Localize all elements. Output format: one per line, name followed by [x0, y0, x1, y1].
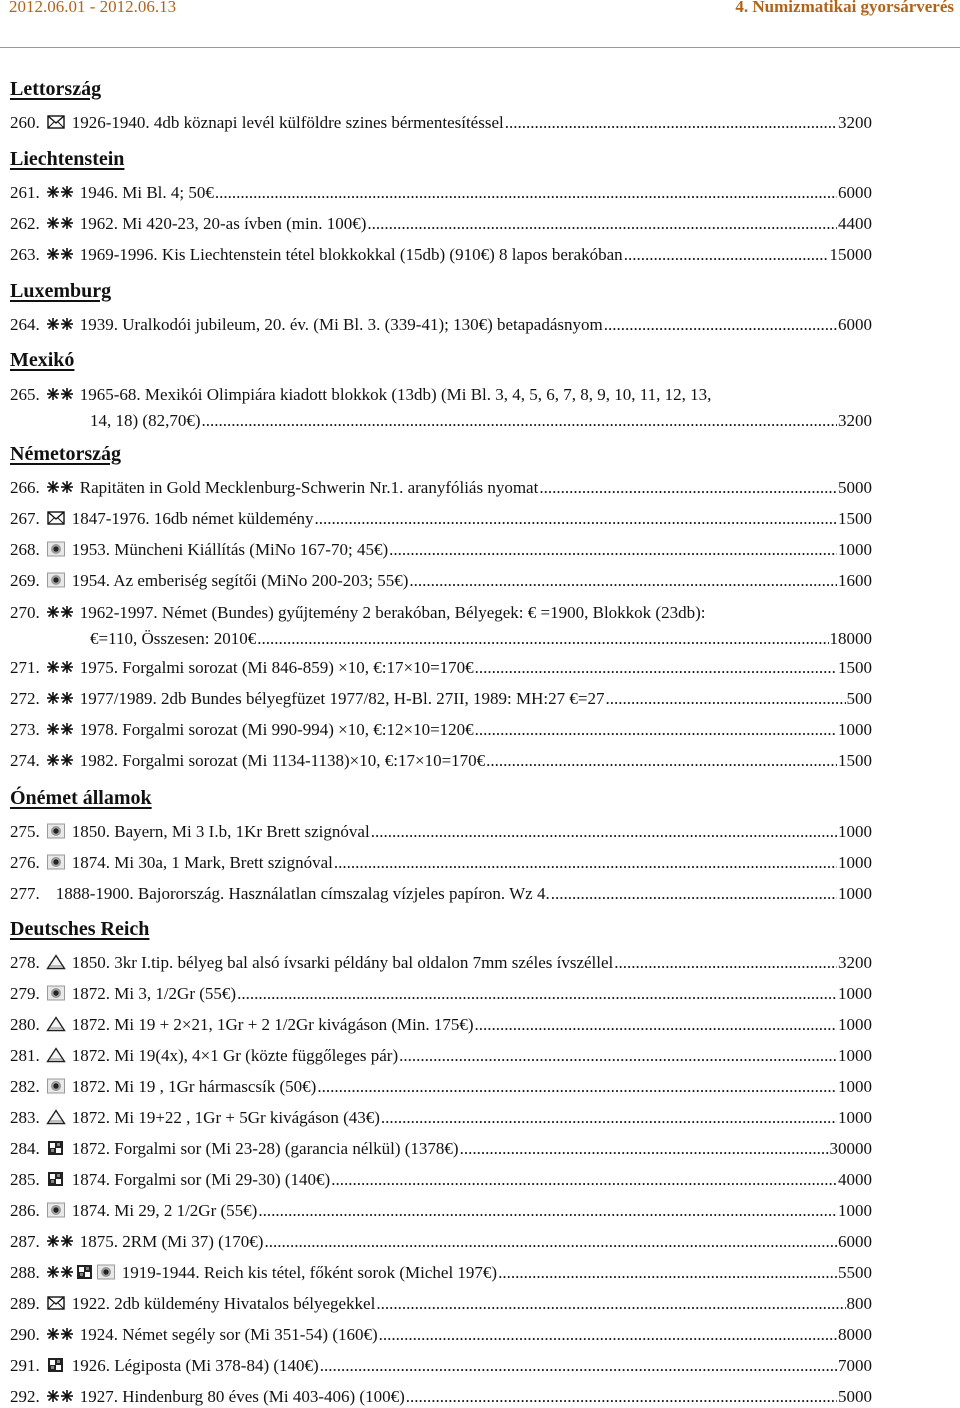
lot-number: 291.: [10, 1356, 40, 1375]
starting-price: 1000: [838, 853, 872, 872]
lot-number: 284.: [10, 1139, 40, 1158]
lot-description: 1926. Légiposta (Mi 378-84) (140€): [71, 1356, 319, 1375]
lot-number: 280.: [10, 1015, 40, 1034]
section-heading: Luxemburg: [10, 280, 112, 302]
lot-number: 263.: [10, 245, 40, 264]
starting-price: 1000: [838, 540, 872, 559]
starting-price: 1000: [838, 1201, 872, 1220]
starting-price: 3200: [838, 411, 872, 430]
lot-entry: [10, 476, 872, 499]
starting-price: 5000: [838, 478, 872, 497]
condition-icons: [46, 823, 66, 839]
lot-description: 1926-1940. 4db köznapi levél külföldre szines bérmentesítéssel: [71, 113, 504, 132]
mint-stamp-icon: [46, 752, 74, 768]
condition-icons: [46, 1140, 66, 1156]
condition-icons: [46, 1388, 74, 1404]
dot-leader: [331, 1168, 837, 1191]
mint-stamp-icon: [46, 1388, 74, 1404]
condition-icons: [46, 510, 66, 526]
lot-number: 290.: [10, 1325, 40, 1344]
lot-number: 260.: [10, 113, 40, 132]
mint-stamp-icon: [46, 246, 74, 262]
lot-entry: [10, 1168, 872, 1191]
lot-description: 1977/1989. 2db Bundes bélyegfüzet 1977/82, H-Bl. 27II, 1989: MH:27 €=27: [79, 689, 605, 708]
mint-stamp-icon: [46, 690, 74, 706]
dot-leader: [475, 656, 837, 679]
lot-entry: [10, 313, 872, 336]
lot-description: 1872. Mi 19 , 1Gr hármascsík (50€): [71, 1077, 317, 1096]
lot-description: 1850. 3kr I.tip. bélyeg bal alsó ívsarki példány bal oldalon 7mm széles ívszéllel: [71, 953, 614, 972]
auction-title: 4. Numizmatikai gyorsárverés: [735, 0, 954, 16]
starting-price: 1500: [838, 509, 872, 528]
hinged-stamp-icon: [46, 1109, 66, 1125]
lot-number: 271.: [10, 658, 40, 677]
lot-entry: [10, 600, 872, 652]
starting-price: 1000: [838, 822, 872, 841]
mixed-stamp-icon: [46, 1171, 66, 1187]
lot-entry: [10, 820, 872, 843]
lot-description: 1874. Mi 30a, 1 Mark, Brett szignóval: [71, 853, 333, 872]
starting-price: 800: [846, 1294, 872, 1313]
mint-stamp-icon: [46, 659, 74, 675]
condition-icons: [46, 854, 66, 870]
section-heading: Deutsches Reich: [10, 918, 150, 940]
dot-leader: [475, 1013, 837, 1036]
envelope-icon: [46, 510, 66, 526]
mint-stamp-icon: [46, 479, 74, 495]
dot-leader: [486, 749, 837, 772]
lot-entry: [10, 382, 872, 434]
mint-stamp-icon: [46, 215, 74, 231]
starting-price: 1600: [838, 571, 872, 590]
lot-description: 1939. Uralkodói jubileum, 20. év. (Mi Bl. 3. (339-41); 130€) betapadásnyom: [79, 315, 603, 334]
header-divider: [0, 47, 960, 48]
lot-entry: [10, 749, 872, 772]
condition-icons: [46, 752, 74, 768]
starting-price: 1000: [838, 1077, 872, 1096]
used-stamp-icon: [46, 1202, 66, 1218]
lot-description: Rapitäten in Gold Mecklenburg-Schwerin Nr.1. aranyfóliás nyomat: [79, 478, 539, 497]
lot-description: 1872. Mi 19+22 , 1Gr + 5Gr kivágáson (43€): [71, 1108, 380, 1127]
starting-price: 5500: [838, 1263, 872, 1282]
starting-price: 8000: [838, 1325, 872, 1344]
lot-description-continued: 14, 18) (82,70€): [90, 411, 201, 430]
starting-price: 4400: [838, 214, 872, 233]
condition-icons: [46, 246, 74, 262]
lot-number: 279.: [10, 984, 40, 1003]
lot-description: 1946. Mi Bl. 4; 50€: [79, 183, 214, 202]
lot-number: 282.: [10, 1077, 40, 1096]
lot-entry: [10, 1385, 872, 1408]
dot-leader: [475, 718, 837, 741]
mixed-stamp-icon: [75, 1264, 95, 1280]
mint-stamp-icon: [46, 1326, 74, 1342]
hinged-stamp-icon: [46, 954, 66, 970]
dot-leader: [460, 1137, 829, 1160]
mint-stamp-icon: [46, 1233, 74, 1249]
lot-description: 1953. Müncheni Kiállítás (MiNo 167-70; 45€): [71, 540, 389, 559]
condition-icons: [46, 1109, 66, 1125]
starting-price: 500: [846, 689, 872, 708]
condition-icons: [46, 215, 74, 231]
starting-price: 1500: [838, 658, 872, 677]
condition-icons: [46, 721, 74, 737]
lot-number: 266.: [10, 478, 40, 497]
dot-leader: [604, 313, 837, 336]
section-heading: Mexikó: [10, 349, 75, 371]
dot-leader: [399, 1044, 837, 1067]
hinged-stamp-icon: [46, 1016, 66, 1032]
condition-icons: [46, 541, 66, 557]
lot-number: 292.: [10, 1387, 40, 1406]
lot-number: 269.: [10, 571, 40, 590]
condition-icons: [46, 1233, 74, 1249]
lot-description: 1954. Az emberiség segítői (MiNo 200-203; 55€): [71, 571, 409, 590]
condition-icons: [46, 690, 74, 706]
lot-description: 1888-1900. Bajorország. Használatlan címszalag vízjeles papíron. Wz 4.: [55, 884, 550, 903]
lot-entry: [10, 507, 872, 530]
lot-description: 1962. Mi 420-23, 20-as ívben (min. 100€): [79, 214, 367, 233]
lot-description: 1962-1997. Német (Bundes) gyűjtemény 2 berakóban, Bélyegek: € =1900, Blokkok (23db):: [79, 603, 706, 622]
lot-number: 267.: [10, 509, 40, 528]
lot-entry: [10, 1137, 872, 1160]
starting-price: 6000: [838, 183, 872, 202]
dot-leader: [614, 951, 837, 974]
dot-leader: [505, 111, 837, 134]
lot-entry: [10, 1106, 872, 1129]
condition-icons: [46, 1357, 66, 1373]
dot-leader: [406, 1385, 837, 1408]
lot-description: 1850. Bayern, Mi 3 I.b, 1Kr Brett szignóval: [71, 822, 370, 841]
starting-price: 18000: [829, 629, 872, 648]
condition-icons: [46, 604, 74, 620]
lot-entry: [10, 1354, 872, 1377]
dot-leader: [376, 1292, 845, 1315]
lot-number: 265.: [10, 385, 40, 404]
lot-entry: [10, 538, 872, 561]
lot-number: 278.: [10, 953, 40, 972]
lot-entry: [10, 718, 872, 741]
hinged-stamp-icon: [46, 1047, 66, 1063]
lot-number: 277.: [10, 884, 40, 903]
starting-price: 1000: [838, 720, 872, 739]
dot-leader: [551, 882, 837, 905]
lot-number: 262.: [10, 214, 40, 233]
lot-description: 1975. Forgalmi sorozat (Mi 846-859) ×10, €:17×10=170€: [79, 658, 474, 677]
starting-price: 7000: [838, 1356, 872, 1375]
mint-stamp-icon: [46, 316, 74, 332]
dot-leader: [498, 1261, 837, 1284]
lot-entry: [10, 1323, 872, 1346]
starting-price: 1500: [838, 751, 872, 770]
section-heading: Ónémet államok: [10, 787, 152, 809]
dot-leader: [605, 687, 845, 710]
lot-entry: [10, 851, 872, 874]
condition-icons: [46, 1171, 66, 1187]
dot-leader: [409, 569, 837, 592]
used-stamp-icon: [96, 1264, 116, 1280]
lot-number: 261.: [10, 183, 40, 202]
dot-leader: [258, 1199, 837, 1222]
lot-entry: [10, 982, 872, 1005]
lot-entry: [10, 111, 872, 134]
lot-entry: [10, 656, 872, 679]
lot-number: 274.: [10, 751, 40, 770]
dot-leader: [201, 408, 837, 434]
used-stamp-icon: [46, 1078, 66, 1094]
lot-number: 273.: [10, 720, 40, 739]
lot-number: 275.: [10, 822, 40, 841]
condition-icons: [46, 184, 74, 200]
mixed-stamp-icon: [46, 1140, 66, 1156]
lot-number: 283.: [10, 1108, 40, 1127]
lot-description: 1982. Forgalmi sorozat (Mi 1134-1138)×10, €:17×10=170€: [79, 751, 486, 770]
envelope-icon: [46, 1295, 66, 1311]
lot-number: 270.: [10, 603, 40, 622]
mint-stamp-icon: [46, 721, 74, 737]
starting-price: 4000: [838, 1170, 872, 1189]
condition-icons: [46, 1326, 74, 1342]
dot-leader: [381, 1106, 837, 1129]
dot-leader: [317, 1075, 837, 1098]
lot-number: 285.: [10, 1170, 40, 1189]
starting-price: 3200: [838, 953, 872, 972]
used-stamp-icon: [46, 985, 66, 1001]
condition-icons: [46, 1078, 66, 1094]
mint-stamp-icon: [46, 604, 74, 620]
starting-price: 3200: [838, 113, 872, 132]
condition-icons: [46, 1202, 66, 1218]
dot-leader: [315, 507, 838, 530]
lot-description-continued: €=110, Összesen: 2010€: [90, 629, 257, 648]
condition-icons: [46, 386, 74, 402]
date-range: 2012.06.01 - 2012.06.13: [9, 0, 177, 16]
dot-leader: [215, 181, 837, 204]
used-stamp-icon: [46, 854, 66, 870]
lot-description: 1872. Mi 3, 1/2Gr (55€): [71, 984, 237, 1003]
used-stamp-icon: [46, 823, 66, 839]
lot-description: 1872. Forgalmi sor (Mi 23-28) (garancia nélkül) (1378€): [71, 1139, 459, 1158]
lot-entry: [10, 1044, 872, 1067]
lot-entry: [10, 212, 872, 235]
dot-leader: [334, 851, 837, 874]
envelope-icon: [46, 114, 66, 130]
lot-number: 287.: [10, 1232, 40, 1251]
lot-entry: [10, 1230, 872, 1253]
condition-icons: [46, 659, 74, 675]
dot-leader: [264, 1230, 837, 1253]
lot-entry: [10, 687, 872, 710]
used-stamp-icon: [46, 541, 66, 557]
starting-price: 6000: [838, 1232, 872, 1251]
starting-price: 1000: [838, 1046, 872, 1065]
lot-entry: [10, 1013, 872, 1036]
starting-price: 15000: [829, 245, 872, 264]
used-stamp-icon: [46, 572, 66, 588]
dot-leader: [539, 476, 837, 499]
lot-number: 288.: [10, 1263, 40, 1282]
lot-description: 1872. Mi 19(4x), 4×1 Gr (közte függőleges pár): [71, 1046, 399, 1065]
lot-number: 268.: [10, 540, 40, 559]
lot-number: 272.: [10, 689, 40, 708]
lot-number: 289.: [10, 1294, 40, 1313]
mint-stamp-icon: [46, 1264, 74, 1280]
condition-icons: [46, 316, 74, 332]
starting-price: 5000: [838, 1387, 872, 1406]
lot-entry: [10, 1292, 872, 1315]
lot-description: 1978. Forgalmi sorozat (Mi 990-994) ×10, €:12×10=120€: [79, 720, 474, 739]
condition-icons: [46, 1264, 116, 1280]
section-heading: Lettország: [10, 78, 102, 100]
section-heading: Németország: [10, 443, 122, 465]
lot-description: 1847-1976. 16db német küldemény: [71, 509, 314, 528]
starting-price: 1000: [838, 1108, 872, 1127]
lot-entry: [10, 569, 872, 592]
lot-description: 1875. 2RM (Mi 37) (170€): [79, 1232, 264, 1251]
dot-leader: [624, 243, 829, 266]
lot-entry: [10, 1075, 872, 1098]
starting-price: 1000: [838, 984, 872, 1003]
dot-leader: [389, 538, 837, 561]
dot-leader: [371, 820, 837, 843]
lot-entry: [10, 1261, 872, 1284]
lot-entry: [10, 951, 872, 974]
dot-leader: [237, 982, 837, 1005]
lot-number: 281.: [10, 1046, 40, 1065]
lot-description: 1927. Hindenburg 80 éves (Mi 403-406) (100€): [79, 1387, 405, 1406]
lot-description: 1969-1996. Kis Liechtenstein tétel blokkokkal (15db) (910€) 8 lapos berakóban: [79, 245, 623, 264]
condition-icons: [46, 572, 66, 588]
lot-description: 1924. Német segély sor (Mi 351-54) (160€): [79, 1325, 378, 1344]
dot-leader: [320, 1354, 837, 1377]
starting-price: 30000: [829, 1139, 872, 1158]
page-header: [0, 0, 960, 48]
condition-icons: [46, 1016, 66, 1032]
condition-icons: [46, 1295, 66, 1311]
lot-description: 1872. Mi 19 + 2×21, 1Gr + 2 1/2Gr kivágáson (Min. 175€): [71, 1015, 474, 1034]
lot-description: 1919-1944. Reich kis tétel, főként sorok (Michel 197€): [121, 1263, 498, 1282]
condition-icons: [46, 479, 74, 495]
dot-leader: [257, 626, 828, 652]
lot-number: 276.: [10, 853, 40, 872]
starting-price: 1000: [838, 884, 872, 903]
dot-leader: [367, 212, 837, 235]
lot-description: 1874. Mi 29, 2 1/2Gr (55€): [71, 1201, 258, 1220]
condition-icons: [46, 1047, 66, 1063]
condition-icons: [46, 985, 66, 1001]
lot-description: 1922. 2db küldemény Hivatalos bélyegekkel: [71, 1294, 376, 1313]
lot-number: 264.: [10, 315, 40, 334]
mint-stamp-icon: [46, 184, 74, 200]
lot-entry: [10, 243, 872, 266]
condition-icons: [46, 114, 66, 130]
dot-leader: [379, 1323, 837, 1346]
section-heading: Liechtenstein: [10, 148, 125, 170]
lot-description: 1874. Forgalmi sor (Mi 29-30) (140€): [71, 1170, 331, 1189]
starting-price: 1000: [838, 1015, 872, 1034]
lot-entry: [10, 882, 872, 905]
mixed-stamp-icon: [46, 1357, 66, 1373]
lot-entry: [10, 181, 872, 204]
lot-entry: [10, 1199, 872, 1222]
starting-price: 6000: [838, 315, 872, 334]
condition-icons: [46, 954, 66, 970]
lot-description: 1965-68. Mexikói Olimpiára kiadott blokkok (13db) (Mi Bl. 3, 4, 5, 6, 7, 8, 9, 10, 11, 12, 13,: [79, 385, 712, 404]
mint-stamp-icon: [46, 386, 74, 402]
lot-number: 286.: [10, 1201, 40, 1220]
